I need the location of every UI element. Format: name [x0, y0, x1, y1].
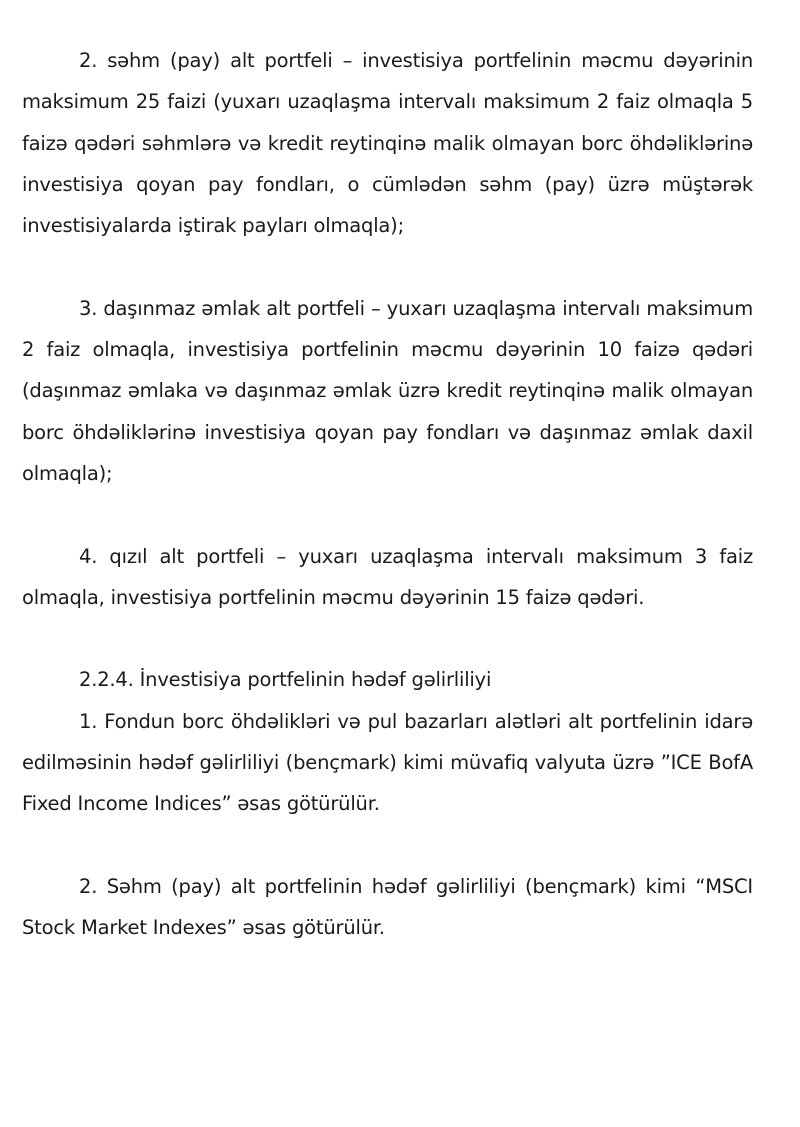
paragraph-spacer — [22, 246, 753, 287]
paragraph-spacer — [22, 825, 753, 866]
paragraph-spacer — [22, 618, 753, 659]
paragraph-real-estate-subportfolio: 3. daşınmaz əmlak alt portfeli – yuxarı uzaqlaşma intervalı maksimum 2 faiz olmaqla, investisiya portfelinin məcmu dəyərinin 10 faizə qədəri (daşınmaz əmlaka və daşınmaz əmlak üzrə kredit reytinqinə malik olmayan borc öhdəliklərinə investisiya qoyan pay fondları və daşınmaz əmlak daxil olmaqla); — [22, 296, 753, 485]
paragraph-stock-subportfolio: 2. səhm (pay) alt portfeli – investisiya portfelinin məcmu dəyərinin maksimum 25 faizi (yuxarı uzaqlaşma intervalı maksimum 2 faiz olmaqla 5 faizə qədəri səhmlərə və kredit reytinqinə malik olmayan borc öhdəliklərinə investisiya qoyan pay fondları, o cümlədən səhm (pay) üzrə müştərək investisiyalarda iştirak payları olmaqla); — [22, 49, 753, 238]
paragraph-debt-benchmark: 1. Fondun borc öhdəlikləri və pul bazarları alətləri alt portfelinin idarə edilməsinin hədəf gəlirliliyi (bençmark) kimi müvafiq valyuta üzrə ”ICE BofA Fixed Income Indices” əsas götürülür. — [22, 709, 753, 816]
document-page — [22, 40, 753, 949]
section-heading: 2.2.4. İnvestisiya portfelinin hədəf gəlirliliyi — [79, 668, 492, 692]
paragraph-gold-subportfolio: 4. qızıl alt portfeli – yuxarı uzaqlaşma intervalı maksimum 3 faiz olmaqla, investisiya portfelinin məcmu dəyərinin 15 faizə qədəri. — [22, 544, 753, 609]
paragraph-spacer — [22, 494, 753, 535]
paragraph-stock-benchmark: 2. Səhm (pay) alt portfelinin hədəf gəlirliliyi (bençmark) kimi “MSCI Stock Market Indexes” əsas götürülür. — [22, 874, 753, 940]
